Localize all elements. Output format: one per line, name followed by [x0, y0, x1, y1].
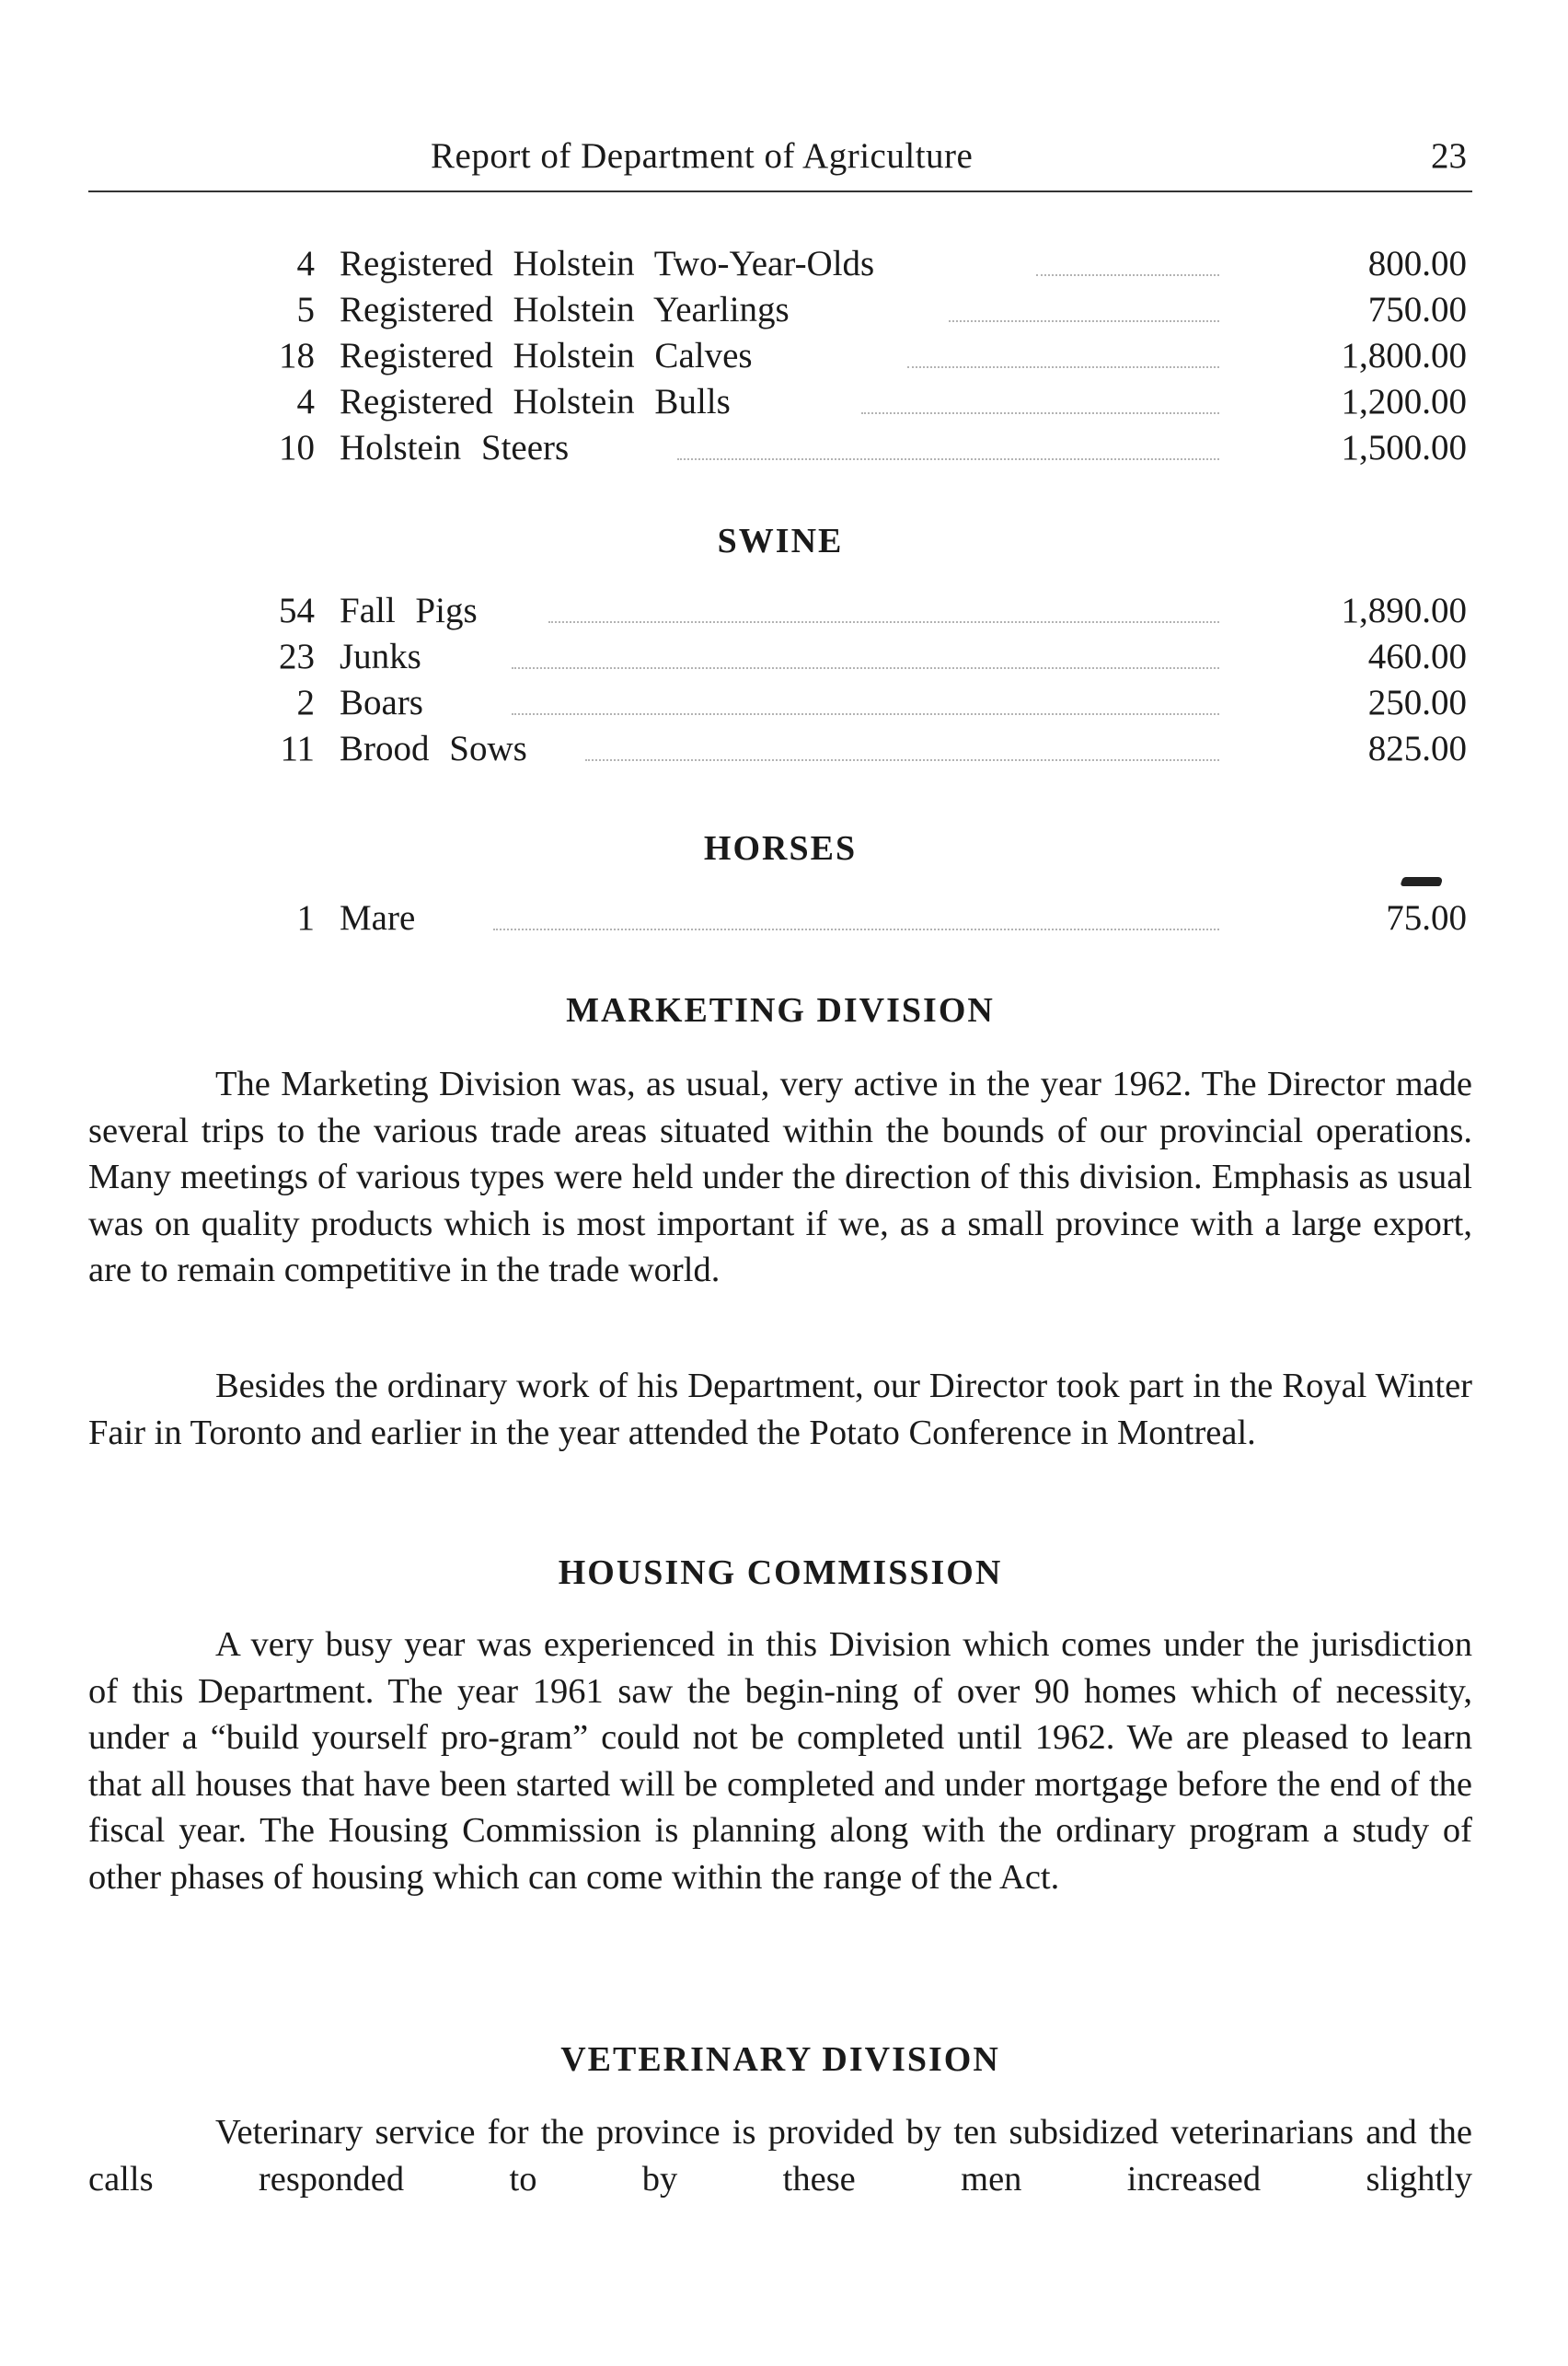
cattle-list: [88, 241, 1472, 471]
item-description: Registered Holstein Calves: [340, 336, 753, 375]
section-heading-veterinary: VETERINARY DIVISION: [560, 2040, 1000, 2079]
list-item: [88, 425, 1472, 471]
item-description: Boars: [340, 683, 423, 722]
page-number: 23: [1431, 136, 1467, 176]
list-item: [88, 287, 1472, 333]
item-amount: 75.00: [1386, 898, 1467, 938]
item-amount: 1,200.00: [1341, 382, 1467, 421]
item-description: Junks: [340, 637, 421, 676]
dot-leader: [512, 713, 1219, 715]
item-description: Registered Holstein Yearlings: [340, 290, 790, 329]
item-amount: 750.00: [1367, 290, 1467, 329]
list-item: [88, 680, 1472, 726]
header-rule: [88, 190, 1472, 192]
item-amount: 460.00: [1367, 637, 1467, 676]
item-quantity: 1: [296, 898, 315, 938]
list-item: [88, 333, 1472, 379]
section-heading-horses: HORSES: [703, 829, 858, 868]
dot-leader: [585, 759, 1219, 761]
dot-leader: [949, 320, 1219, 322]
dot-leader: [861, 412, 1219, 414]
marketing-paragraph-2: Besides the ordinary work of his Department, our Director took part in the Royal Winter Fair in Toronto and earlier in the year attended the Potato Conference in Montreal.: [88, 1367, 1472, 1452]
list-item: [88, 726, 1472, 772]
item-amount: 800.00: [1367, 244, 1467, 283]
item-quantity: 2: [296, 683, 315, 722]
item-description: Holstein Steers: [340, 428, 570, 467]
dot-leader: [548, 621, 1219, 623]
item-quantity: 11: [280, 729, 315, 768]
item-description: Brood Sows: [340, 729, 527, 768]
item-amount: 250.00: [1367, 683, 1467, 722]
horses-list: [88, 895, 1472, 941]
dot-leader: [512, 667, 1219, 669]
dot-leader: [1036, 274, 1219, 276]
ink-smudge: [1400, 877, 1444, 886]
list-item: [88, 895, 1472, 941]
item-description: Mare: [340, 898, 416, 938]
dot-leader: [493, 929, 1219, 930]
dot-leader: [907, 366, 1219, 368]
item-quantity: 54: [279, 591, 315, 630]
item-description: Registered Holstein Two-Year-Olds: [340, 244, 875, 283]
swine-list: [88, 588, 1472, 772]
item-amount: 825.00: [1367, 729, 1467, 768]
section-heading-swine: SWINE: [717, 522, 844, 560]
item-amount: 1,800.00: [1341, 336, 1467, 375]
marketing-paragraph-1: The Marketing Division was, as usual, very active in the year 1962. The Director made several trips to the various trade areas situated within the bounds of our provincial operations. Many meetings of various types were held under the direction of this division. Emphasis as usual was on quality products which is most important if we, as a small province with a large export, are to remain competitive in the trade world.: [88, 1065, 1472, 1289]
section-heading-marketing: MARKETING DIVISION: [566, 991, 995, 1030]
item-quantity: 10: [279, 428, 315, 467]
item-description: Fall Pigs: [340, 591, 478, 630]
running-head: [88, 129, 1472, 184]
housing-paragraph: A very busy year was experienced in this Division which comes under the jurisdiction of this Department. The year 1961 saw the begin-ning of over 90 homes which of necessity, under a “build yourself pro-gram” could not be completed until 1962. We are pleased to learn that all houses that have been started will be completed and under mortgage before the end of the fiscal year. The Housing Commission is planning along with the ordinary program a study of other phases of housing which can come within the range of the Act.: [88, 1625, 1472, 1897]
item-quantity: 4: [296, 382, 315, 421]
item-quantity: 5: [296, 290, 315, 329]
item-amount: 1,890.00: [1341, 591, 1467, 630]
list-item: [88, 588, 1472, 634]
list-item: [88, 634, 1472, 680]
item-quantity: 23: [279, 637, 315, 676]
running-title: Report of Department of Agriculture: [431, 136, 974, 176]
item-quantity: 18: [279, 336, 315, 375]
dot-leader: [677, 458, 1219, 460]
list-item: [88, 379, 1472, 425]
list-item: [88, 241, 1472, 287]
veterinary-paragraph: Veterinary service for the province is provided by ten subsidized veterinarians and the calls responded to by these men increased slightly: [88, 2113, 1472, 2199]
item-amount: 1,500.00: [1341, 428, 1467, 467]
section-heading-housing: HOUSING COMMISSION: [558, 1553, 1003, 1592]
item-description: Registered Holstein Bulls: [340, 382, 731, 421]
item-quantity: 4: [296, 244, 315, 283]
